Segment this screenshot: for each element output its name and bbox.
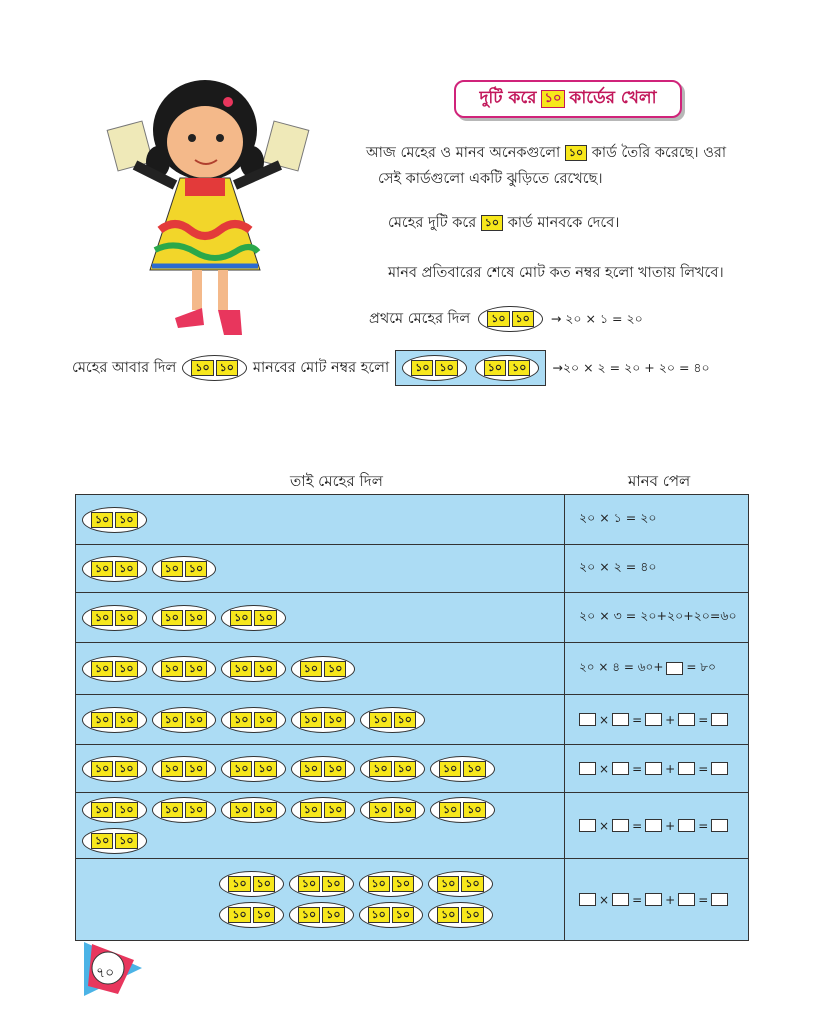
operator: + — [665, 818, 676, 833]
card-pair — [291, 797, 356, 823]
answer-box[interactable] — [612, 819, 629, 832]
answer-box[interactable] — [579, 819, 596, 832]
card-10: ১০ — [439, 761, 461, 777]
operator: = — [632, 892, 643, 907]
second-give-text-a: মেহের আবার দিল — [72, 360, 177, 376]
card-10: ১০ — [394, 802, 416, 818]
card-10: ১০ — [91, 561, 113, 577]
intro-line-1b: কার্ড তৈরি করেছে। ওরা — [591, 145, 727, 161]
card-10: ১০ — [298, 876, 320, 892]
card-pair — [289, 871, 354, 897]
row-result-cell — [565, 695, 749, 745]
table-row — [76, 495, 749, 545]
card-10: ১০ — [300, 661, 322, 677]
card-10: ১০ — [91, 661, 113, 677]
card-pair — [430, 756, 495, 782]
card-pair — [360, 797, 425, 823]
blank-equation — [579, 893, 748, 907]
card-pair — [82, 656, 147, 682]
card-10: ১০ — [115, 512, 137, 528]
card-pair — [152, 707, 217, 733]
card-10: ১০ — [230, 802, 252, 818]
first-give-text: প্রথমে মেহের দিল — [369, 311, 471, 327]
card-10: ১০ — [254, 661, 276, 677]
card-10: ১০ — [115, 833, 137, 849]
card-pair — [430, 797, 495, 823]
card-10: ১০ — [368, 876, 390, 892]
card-pair — [291, 707, 356, 733]
row-result — [579, 659, 748, 679]
card-pair — [219, 871, 284, 897]
card-pair — [152, 797, 217, 823]
intro-line-4: মানব প্রতিবারের শেষে মোট কত নম্বর হলো খাতায় লিখবে। — [388, 265, 724, 281]
card-10: ১০ — [230, 712, 252, 728]
answer-box[interactable] — [711, 819, 728, 832]
card-pair — [221, 797, 286, 823]
card-pair — [428, 871, 493, 897]
row-cards-cell — [76, 793, 565, 859]
card-pair — [359, 871, 424, 897]
operator: × — [599, 818, 610, 833]
operator: = — [698, 712, 709, 727]
card-10: ১০ — [91, 761, 113, 777]
card-10: ১০ — [115, 761, 137, 777]
operator: × — [599, 712, 610, 727]
card-pair — [221, 756, 286, 782]
card-10: ১০ — [115, 802, 137, 818]
card-10: ১০ — [435, 360, 457, 376]
card-10: ১০ — [324, 761, 346, 777]
card-10: ১০ — [368, 907, 390, 923]
intro-line-1a: আজ মেহের ও মানব অনেকগুলো — [366, 145, 561, 161]
card-10: ১০ — [487, 311, 509, 327]
card-10: ১০ — [161, 610, 183, 626]
card-10: ১০ — [185, 561, 207, 577]
card-10: ১০ — [394, 712, 416, 728]
card-10: ১০ — [298, 907, 320, 923]
card-10: ১০ — [230, 661, 252, 677]
card-10: ১০ — [115, 561, 137, 577]
table-row — [76, 545, 749, 593]
card-pair — [291, 756, 356, 782]
card-10: ১০ — [322, 907, 344, 923]
card-pair — [289, 902, 354, 928]
title-text-after: কার্ডের খেলা — [569, 88, 657, 108]
card-10: ১০ — [253, 876, 275, 892]
table-row — [76, 695, 749, 745]
table-row — [76, 643, 749, 695]
card-pair — [219, 902, 284, 928]
answer-box[interactable] — [645, 762, 662, 775]
title-text-before: দুটি করে — [479, 88, 537, 108]
intro-line-3b: কার্ড মানবকে দেবে। — [507, 215, 620, 231]
card-10: ১০ — [230, 610, 252, 626]
first-give-equation: → ২০ × ১ = ২০ — [550, 311, 643, 326]
operator: = — [698, 818, 709, 833]
card-10: ১০ — [439, 802, 461, 818]
row-result-part-a: ২০ × ৪ = ৬০+ — [579, 659, 664, 674]
card-10: ১০ — [437, 876, 459, 892]
card-10: ১০ — [115, 661, 137, 677]
row-result: ২০ × ৩ = ২০+২০+২০=৬০ — [579, 607, 737, 623]
intro-line-3 — [388, 212, 619, 234]
row-result-part-b: = ৮০ — [686, 659, 716, 674]
multiplication-table — [75, 494, 749, 941]
row-result-cell — [565, 593, 749, 643]
card-10: ১০ — [324, 661, 346, 677]
operator: + — [665, 712, 676, 727]
card-10: ১০ — [185, 802, 207, 818]
card-10: ১০ — [230, 761, 252, 777]
row-result: ২০ × ১ = ২০ — [579, 509, 657, 525]
intro-line-1 — [366, 142, 766, 164]
answer-box[interactable] — [612, 713, 629, 726]
answer-box[interactable] — [678, 762, 695, 775]
card-10: ১০ — [161, 561, 183, 577]
card-10: ১০ — [216, 360, 238, 376]
card-10: ১০ — [253, 907, 275, 923]
blank-equation — [579, 762, 748, 776]
card-10: ১০ — [461, 907, 483, 923]
answer-box[interactable] — [678, 893, 695, 906]
card-10: ১০ — [392, 876, 414, 892]
card-pair — [182, 355, 247, 381]
card-pair — [221, 656, 286, 682]
row-result-cell — [565, 495, 749, 545]
card-10: ১০ — [322, 876, 344, 892]
card-10: ১০ — [254, 802, 276, 818]
second-give-equation: →২০ × ২ = ২০ + ২০ = ৪০ — [552, 360, 710, 375]
answer-box[interactable] — [666, 662, 683, 675]
answer-box[interactable] — [645, 713, 662, 726]
girl-illustration — [100, 70, 310, 340]
card-10: ১০ — [161, 802, 183, 818]
table-row — [76, 859, 749, 941]
answer-box[interactable] — [645, 819, 662, 832]
table-header-right: মানব পেল — [628, 472, 691, 490]
card-10: ১০ — [411, 360, 433, 376]
card-pair — [402, 355, 467, 381]
second-give-text-b: মানবের মোট নম্বর হলো — [252, 360, 390, 376]
card-pair — [152, 605, 217, 631]
answer-box[interactable] — [711, 762, 728, 775]
card-10: ১০ — [324, 802, 346, 818]
card-pair — [152, 756, 217, 782]
card-10: ১০ — [481, 215, 503, 231]
first-give-row — [369, 306, 643, 332]
row-result-cell — [565, 643, 749, 695]
card-10: ১০ — [185, 661, 207, 677]
intro-line-2: সেই কার্ডগুলো একটি ঝুড়িতে রেখেছে। — [378, 171, 603, 187]
row-cards-cell — [76, 745, 565, 793]
card-10: ১০ — [161, 761, 183, 777]
card-10: ১০ — [484, 360, 506, 376]
card-10: ১০ — [461, 876, 483, 892]
blank-equation — [579, 713, 748, 727]
card-10: ১০ — [228, 876, 250, 892]
intro-line-3a: মেহের দুটি করে — [388, 215, 477, 231]
card-pair — [360, 756, 425, 782]
answer-box[interactable] — [579, 893, 596, 906]
card-pair — [475, 355, 540, 381]
second-give-row — [72, 350, 710, 386]
title-card: ১০ — [541, 90, 566, 108]
operator: = — [632, 818, 643, 833]
card-10: ১০ — [437, 907, 459, 923]
row-cards-cell — [76, 643, 565, 695]
answer-box[interactable] — [711, 893, 728, 906]
card-pair — [221, 707, 286, 733]
operator: = — [698, 761, 709, 776]
card-10: ১০ — [394, 761, 416, 777]
operator: = — [632, 712, 643, 727]
card-pair — [82, 556, 147, 582]
row-cards-cell — [76, 695, 565, 745]
answer-box[interactable] — [678, 713, 695, 726]
answer-box[interactable] — [612, 893, 629, 906]
table-header-left: তাই মেহের দিল — [290, 472, 383, 490]
card-pair — [478, 306, 543, 332]
operator: = — [698, 892, 709, 907]
card-10: ১০ — [300, 802, 322, 818]
operator: + — [665, 761, 676, 776]
card-pair — [82, 828, 147, 854]
card-10: ১০ — [300, 712, 322, 728]
row-cards-cell — [76, 495, 565, 545]
card-10: ১০ — [565, 145, 587, 161]
card-10: ১০ — [369, 761, 391, 777]
card-pair — [428, 902, 493, 928]
row-result-cell — [565, 545, 749, 593]
card-10: ১০ — [185, 712, 207, 728]
page-number: ৭০ — [96, 965, 115, 981]
row-result-cell — [565, 793, 749, 859]
card-10: ১০ — [91, 833, 113, 849]
card-pair — [82, 797, 147, 823]
card-pair — [82, 707, 147, 733]
card-10: ১০ — [161, 712, 183, 728]
table-row — [76, 793, 749, 859]
card-10: ১০ — [300, 761, 322, 777]
card-pair — [221, 605, 286, 631]
row-cards-cell — [76, 593, 565, 643]
row-cards-cell — [76, 545, 565, 593]
card-pair — [82, 507, 147, 533]
operator: × — [599, 761, 610, 776]
card-10: ১০ — [91, 512, 113, 528]
card-10: ১০ — [512, 311, 534, 327]
card-pair — [359, 902, 424, 928]
answer-box[interactable] — [579, 762, 596, 775]
card-10: ১০ — [115, 712, 137, 728]
table-row — [76, 745, 749, 793]
card-pair — [82, 756, 147, 782]
card-pair — [291, 656, 356, 682]
card-pair — [360, 707, 425, 733]
card-10: ১০ — [254, 712, 276, 728]
card-10: ১০ — [369, 712, 391, 728]
card-pair — [152, 556, 217, 582]
card-10: ১০ — [115, 610, 137, 626]
card-10: ১০ — [228, 907, 250, 923]
card-10: ১০ — [254, 610, 276, 626]
card-10: ১০ — [369, 802, 391, 818]
operator: × — [599, 892, 610, 907]
card-pair — [152, 656, 217, 682]
card-10: ১০ — [185, 761, 207, 777]
card-10: ১০ — [191, 360, 213, 376]
answer-box[interactable] — [612, 762, 629, 775]
card-10: ১০ — [508, 360, 530, 376]
card-pair — [82, 605, 147, 631]
answer-box[interactable] — [645, 893, 662, 906]
blank-equation — [579, 819, 748, 833]
card-10: ১০ — [392, 907, 414, 923]
row-result-cell — [565, 859, 749, 941]
row-cards-cell — [76, 859, 565, 941]
row-result: ২০ × ২ = ৪০ — [579, 558, 657, 574]
card-10: ১০ — [161, 661, 183, 677]
operator: = — [632, 761, 643, 776]
card-10: ১০ — [91, 610, 113, 626]
operator: + — [665, 892, 676, 907]
total-box — [395, 350, 546, 386]
answer-box[interactable] — [579, 713, 596, 726]
card-10: ১০ — [91, 712, 113, 728]
card-10: ১০ — [463, 761, 485, 777]
table-body — [76, 495, 749, 941]
card-10: ১০ — [185, 610, 207, 626]
table-row — [76, 593, 749, 643]
card-10: ১০ — [324, 712, 346, 728]
page-title — [454, 80, 682, 118]
answer-box[interactable] — [678, 819, 695, 832]
card-10: ১০ — [463, 802, 485, 818]
card-10: ১০ — [254, 761, 276, 777]
answer-box[interactable] — [711, 713, 728, 726]
row-result-cell — [565, 745, 749, 793]
card-10: ১০ — [91, 802, 113, 818]
